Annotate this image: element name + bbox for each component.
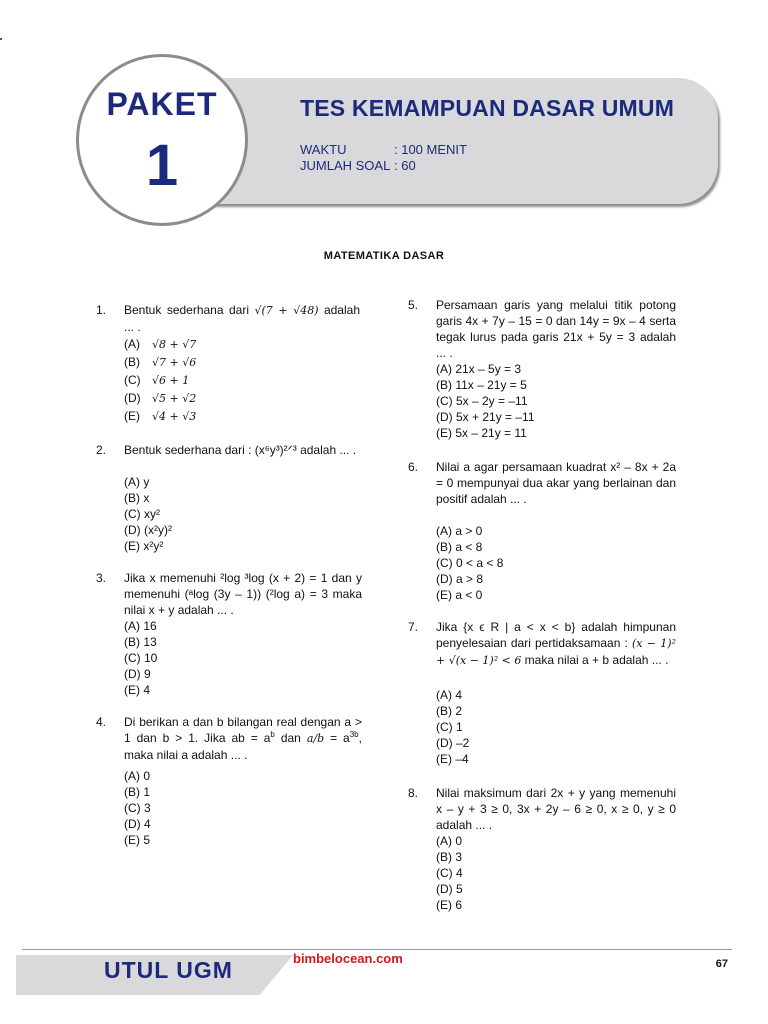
waktu-label: WAKTU [300, 142, 347, 157]
question-number: 6. [408, 460, 419, 474]
option-c[interactable]: (C) 0 < a < 8 [436, 556, 504, 570]
option-e[interactable]: (E) 5x – 21y = 11 [436, 426, 527, 440]
option-b[interactable]: (B) x [124, 491, 150, 505]
option-e[interactable]: (E) 4 [124, 683, 151, 697]
section-title: MATEMATIKA DASAR [323, 250, 445, 262]
option-c[interactable]: (C) 10 [124, 651, 158, 665]
question-text: Persamaan garis yang melalui titik potong garis 4x + 7y – 15 = 0 dan 14y = 9x – 4 serta tegak lurus pada garis 21x + 5y = 3 adalah ... . [436, 298, 676, 360]
question-text: Di berikan a dan b bilangan real dengan a > 1 dan b > 1. Jika ab = $a^b$ dan $a/b = a^{3b}$, maka nilai a adalah ... . [124, 715, 362, 762]
option-a[interactable]: (A) 0 [124, 769, 151, 783]
question-text: Jika x memenuhi ²log ³log (x + 2) = 1 dan y memenuhi (ᵃlog (3y – 1)) (²log a) = 3 maka nilai x + y adalah ... . [124, 571, 362, 617]
option-e[interactable]: (E) –4 [436, 752, 469, 766]
option-c[interactable]: (C) 5x – 2y = –11 [436, 394, 528, 408]
option-d[interactable]: (D) √5 + √2 [124, 391, 197, 405]
option-a[interactable]: (A) √8 + √7 [124, 337, 197, 351]
option-label: (E) [124, 409, 140, 423]
question-number: 7. [408, 620, 419, 634]
option-c[interactable]: (C) 4 [436, 866, 463, 880]
option-e[interactable]: (E) x²y² [124, 539, 164, 553]
paket-label: PAKET [106, 86, 218, 122]
question-text: Nilai a agar persamaan kuadrat x² – 8x + 2a = 0 mempunyai dua akar yang berlainan dan positif adalah ... . [436, 460, 676, 506]
option-c[interactable]: (C) 1 [436, 720, 463, 734]
option-b[interactable]: (B) 11x – 21y = 5 [436, 378, 527, 392]
option-d[interactable]: (D) 5x + 21y = –11 [436, 410, 535, 424]
option-b[interactable]: (B) 13 [124, 635, 157, 649]
question-text: Nilai maksimum dari 2x + y yang memenuhi x – y + 3 ≥ 0, 3x + 2y – 6 ≥ 0, x ≥ 0, y ≥ 0 adalah ... . [436, 786, 676, 832]
option-a[interactable]: (A) 16 [124, 619, 157, 633]
option-d[interactable]: (D) a > 8 [436, 572, 484, 586]
option-d[interactable]: (D) 9 [124, 667, 151, 681]
option-label: (A) [124, 337, 140, 351]
option-d[interactable]: (D) 5 [436, 882, 463, 896]
option-c[interactable]: (C) √6 + 1 [124, 373, 190, 387]
page-title: TES KEMAMPUAN DASAR UMUM [300, 95, 675, 121]
page-number: 67 [715, 958, 728, 970]
option-b[interactable]: (B) a < 8 [436, 540, 483, 554]
option-e[interactable]: (E) 6 [436, 898, 463, 912]
option-label: (C) [124, 373, 141, 387]
option-label: (B) [124, 355, 140, 369]
option-c[interactable]: (C) xy² [124, 507, 160, 521]
option-b[interactable]: (B) √7 + √6 [124, 355, 197, 369]
question-number: 4. [96, 715, 107, 729]
option-a[interactable]: (A) 4 [436, 688, 463, 702]
question-text: Bentuk sederhana dari : (x⁶y³)²ᐟ³ adalah ... . [124, 443, 357, 457]
option-b[interactable]: (B) 3 [436, 850, 463, 864]
option-e[interactable]: (E) 5 [124, 833, 151, 847]
paket-number: 1 [145, 133, 179, 198]
option-d[interactable]: (D) (x²y)² [124, 523, 172, 537]
option-d[interactable]: (D) –2 [436, 736, 470, 750]
option-c[interactable]: (C) 3 [124, 801, 151, 815]
option-e[interactable]: (E) a < 0 [436, 588, 483, 602]
waktu-value: : 100 MENIT [394, 142, 467, 157]
option-a[interactable]: (A) 21x – 5y = 3 [436, 362, 522, 376]
option-a[interactable]: (A) y [124, 475, 150, 489]
question-number: 3. [96, 571, 107, 585]
option-b[interactable]: (B) 1 [124, 785, 151, 799]
footer-divider [22, 949, 732, 950]
question-number: 8. [408, 786, 419, 800]
jumlah-soal-value: : 60 [394, 158, 416, 173]
option-e[interactable]: (E) √4 + √3 [124, 409, 197, 423]
corner-mark [0, 38, 2, 40]
question-number: 5. [408, 298, 419, 312]
question-text: Jika {x ϵ R | a < x < b} adalah himpunan penyelesaian dari pertidaksamaan : (x − 1)² + √(x − 1)² < 6 maka nilai a + b adalah ... . [436, 620, 676, 667]
footer-brand: UTUL UGM [104, 957, 233, 983]
option-label: (D) [124, 391, 141, 405]
question-number: 2. [96, 443, 107, 457]
footer-website-link[interactable]: bimbelocean.com [293, 951, 403, 966]
option-b[interactable]: (B) 2 [436, 704, 463, 718]
question-text: Bentuk sederhana dari √(7 + √48) adalah ... . [124, 303, 360, 334]
option-d[interactable]: (D) 4 [124, 817, 151, 831]
jumlah-soal-label: JUMLAH SOAL [300, 158, 391, 173]
option-a[interactable]: (A) a > 0 [436, 524, 483, 538]
question-number: 1. [96, 303, 107, 317]
option-a[interactable]: (A) 0 [436, 834, 463, 848]
